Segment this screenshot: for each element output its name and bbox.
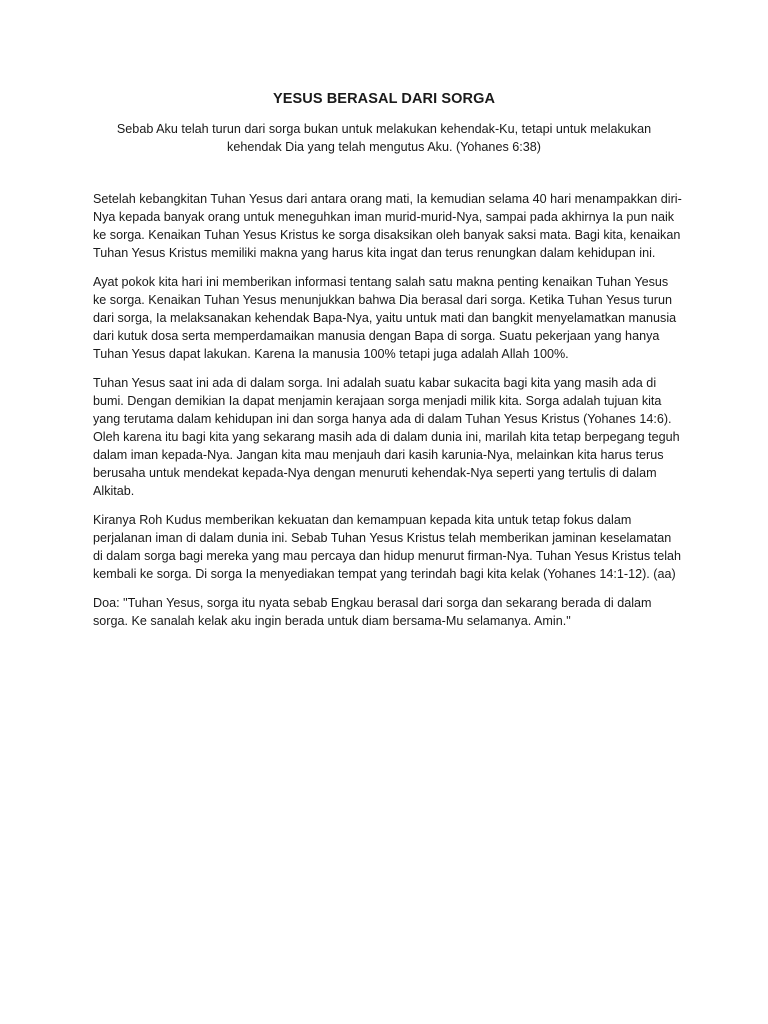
body-text xyxy=(93,190,683,641)
key-verse: Sebab Aku telah turun dari sorga bukan untuk melakukan kehendak-Ku, tetapi untuk melakukan kehendak Dia yang telah mengutus Aku. (Yohanes 6:38) xyxy=(116,122,652,154)
paragraph-2: Ayat pokok kita hari ini memberikan informasi tentang salah satu makna penting kenaikan Tuhan Yesus ke sorga. Kenaikan Tuhan Yesus menunjukkan bahwa Dia berasal dari sorga. Ketika Tuhan Yesus turun dari sorga, Ia melaksanakan kehendak Bapa-Nya, yaitu untuk mati dan bangkit menyelamatkan manusia dari kutuk dosa serta memperdamaikan manusia dengan Bapa di sorga. Suatu pekerjaan yang hanya Tuhan Yesus dapat lakukan. Karena Ia manusia 100% tetapi juga adalah Allah 100%. xyxy=(93,275,677,361)
page-title: YESUS BERASAL DARI SORGA xyxy=(272,91,496,107)
paragraph-1: Setelah kebangkitan Tuhan Yesus dari antara orang mati, Ia kemudian selama 40 hari menampakkan diri-Nya kepada banyak orang untuk meneguhkan iman murid-murid-Nya, sampai pada akhirnya Ia pun naik ke sorga. Kenaikan Tuhan Yesus Kristus ke sorga disaksikan oleh banyak saksi mata. Bagi kita, kenaikan Tuhan Yesus Kristus memiliki makna yang harus kita ingat dan terus renungkan dalam kehidupan ini. xyxy=(93,192,682,260)
prayer-paragraph: Doa: "Tuhan Yesus, sorga itu nyata sebab Engkau berasal dari sorga dan sekarang berada di dalam sorga. Ke sanalah kelak aku ingin berada untuk diam bersama-Mu selamanya. Amin." xyxy=(93,596,652,628)
paragraph-3: Tuhan Yesus saat ini ada di dalam sorga. Ini adalah suatu kabar sukacita bagi kita yang masih ada di bumi. Dengan demikian Ia dapat menjamin kerajaan sorga menjadi milik kita. Sorga adalah tujuan kita yang terutama dalam kehidupan ini dan sorga hanya ada di dalam Tuhan Yesus Kristus (Yohanes 14:6). Oleh karena itu bagi kita yang sekarang masih ada di dalam dunia ini, marilah kita tetap berpegang teguh dalam iman kepada-Nya. Jangan kita mau menjauh dari kasih karunia-Nya, melainkan kita harus terus berusaha untuk mendekat kepada-Nya dengan menuruti kehendak-Nya seperti yang tertulis di dalam Alkitab. xyxy=(93,376,680,498)
paragraph-4: Kiranya Roh Kudus memberikan kekuatan dan kemampuan kepada kita untuk tetap fokus dalam perjalanan iman di dalam dunia ini. Sebab Tuhan Yesus Kristus telah memberikan jaminan keselamatan di dalam sorga bagi mereka yang mau percaya dan hidup menurut firman-Nya. Tuhan Yesus Kristus telah kembali ke sorga. Di sorga Ia menyediakan tempat yang terindah bagi kita kelak (Yohanes 14:1-12). (aa) xyxy=(93,513,682,581)
